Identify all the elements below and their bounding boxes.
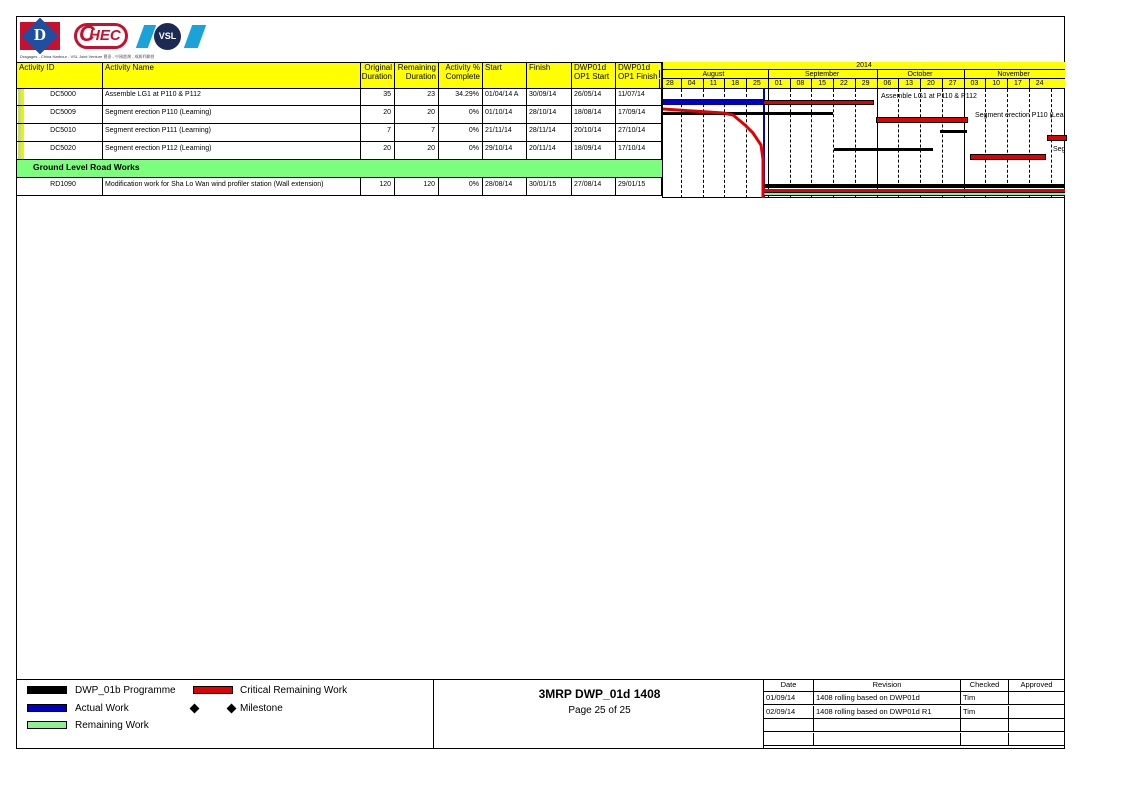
chec-logo: C HEC — [74, 23, 128, 49]
rev-description: 1408 rolling based on DWP01d R1 — [814, 706, 961, 719]
cell-dwp-finish: 11/07/14 — [616, 88, 662, 106]
cell-activity-name: Assemble LG1 at P110 & P112 — [103, 88, 361, 106]
week-label: 10 — [992, 80, 1001, 87]
header-dwp-finish[interactable]: DWP01d OP1 Finish — [616, 62, 662, 89]
legend-actual-label: Actual Work — [75, 703, 129, 714]
legend-remaining-swatch — [27, 721, 67, 729]
month-label: November — [997, 71, 1030, 78]
header-activity-name[interactable]: Activity Name — [103, 62, 361, 89]
legend-critical-swatch — [193, 686, 233, 694]
week-label: 29 — [861, 80, 870, 87]
week-label: 18 — [731, 80, 740, 87]
cell-finish: 28/11/14 — [527, 124, 572, 142]
header-activity-complete[interactable]: Activity % Complete — [439, 62, 483, 89]
cell-original-duration: 7 — [361, 124, 395, 142]
cell-dwp-finish: 29/01/15 — [616, 178, 662, 196]
cell-remaining-duration: 7 — [395, 124, 439, 142]
cell-finish: 28/10/14 — [527, 106, 572, 124]
cell-remaining-duration: 23 — [395, 88, 439, 106]
rev-description — [814, 719, 961, 732]
cell-activity-complete: 34.29% — [439, 88, 483, 106]
header-finish[interactable]: Finish — [527, 62, 572, 89]
cell-activity-id: RD1090 — [24, 178, 103, 196]
week-label: 03 — [970, 80, 979, 87]
rev-description — [814, 733, 961, 746]
rev-date: 02/09/14 — [764, 706, 814, 719]
cell-start: 29/10/14 — [483, 142, 527, 160]
cell-start: 21/11/14 — [483, 124, 527, 142]
header-activity-id[interactable]: Activity ID — [17, 62, 103, 89]
cell-activity-id: DC5000 — [24, 88, 103, 106]
cell-dwp-start: 18/08/14 — [572, 106, 616, 124]
month-label: October — [907, 71, 933, 78]
cell-remaining-duration: 20 — [395, 142, 439, 160]
rev-date: 01/09/14 — [764, 692, 814, 705]
cell-activity-id: DC5010 — [24, 124, 103, 142]
rev-approved — [1009, 733, 1065, 746]
legend-programme-swatch — [27, 686, 67, 694]
week-label: 22 — [839, 80, 848, 87]
gantt-chart[interactable] — [662, 62, 1064, 198]
cell-dwp-finish: 27/10/14 — [616, 124, 662, 142]
cell-activity-complete: 0% — [439, 142, 483, 160]
rev-checked: Tim — [961, 706, 1009, 719]
week-label: 24 — [1035, 80, 1044, 87]
timeline-year: 2014 — [663, 62, 1065, 70]
rev-approved — [1009, 719, 1065, 732]
legend-remaining-label: Remaining Work — [75, 720, 149, 731]
cell-finish: 20/11/14 — [527, 142, 572, 160]
cell-dwp-finish: 17/09/14 — [616, 106, 662, 124]
cell-dwp-start: 27/08/14 — [572, 178, 616, 196]
cell-original-duration: 120 — [361, 178, 395, 196]
week-label: 20 — [926, 80, 935, 87]
week-label: 01 — [774, 80, 783, 87]
header-original-duration[interactable]: Original Duration — [361, 62, 395, 89]
rev-date — [764, 719, 814, 732]
week-label: 15 — [818, 80, 827, 87]
month-label: August — [702, 71, 725, 78]
title-block — [433, 679, 764, 749]
header-remaining-duration[interactable]: Remaining Duration — [395, 62, 439, 89]
rev-checked: Tim — [961, 692, 1009, 705]
timeline-weeks — [663, 79, 1065, 89]
week-label: 13 — [905, 80, 914, 87]
table-row[interactable] — [17, 106, 662, 124]
rev-approved — [1009, 692, 1065, 705]
cell-start: 01/10/14 — [483, 106, 527, 124]
progress-line — [663, 89, 1065, 198]
cell-activity-complete: 0% — [439, 178, 483, 196]
cell-start: 01/04/14 A — [483, 88, 527, 106]
timeline-months — [663, 70, 1065, 79]
document-title: 3MRP DWP_01d 1408 — [538, 687, 661, 701]
rev-checked — [961, 719, 1009, 732]
week-label: 25 — [752, 80, 761, 87]
bar-label: Seg — [1053, 146, 1066, 153]
cell-finish: 30/09/14 — [527, 88, 572, 106]
joint-venture-caption: Dragages - China Harbour - VSL Joint Venture 寶嘉 - 中國港灣 - 威勝利聯營 — [20, 54, 155, 59]
week-label: 17 — [1013, 80, 1022, 87]
cell-dwp-start: 26/05/14 — [572, 88, 616, 106]
vsl-logo: VSL — [138, 23, 204, 50]
cell-activity-name: Segment erection P110 (Learning) — [103, 106, 361, 124]
header-start[interactable]: Start — [483, 62, 527, 89]
cell-original-duration: 20 — [361, 106, 395, 124]
cell-finish: 30/01/15 — [527, 178, 572, 196]
legend-milestone-label: Milestone — [240, 703, 283, 714]
week-label: 27 — [948, 80, 957, 87]
rev-date — [764, 733, 814, 746]
table-row[interactable] — [17, 142, 662, 160]
legend-programme-label: DWP_01b Programme — [75, 685, 176, 696]
cell-start: 28/08/14 — [483, 178, 527, 196]
wbs-group-header[interactable]: Ground Level Road Works — [17, 160, 662, 178]
cell-dwp-start: 18/09/14 — [572, 142, 616, 160]
dragages-logo: D — [20, 22, 60, 50]
table-row[interactable] — [17, 124, 662, 142]
table-row[interactable] — [17, 88, 662, 106]
cell-activity-complete: 0% — [439, 106, 483, 124]
cell-dwp-finish: 17/10/14 — [616, 142, 662, 160]
cell-dwp-start: 20/10/14 — [572, 124, 616, 142]
table-row[interactable] — [17, 178, 662, 196]
rev-header-checked: Checked — [961, 679, 1009, 692]
page-number: Page 25 of 25 — [568, 705, 631, 716]
cell-activity-id: DC5009 — [24, 106, 103, 124]
week-label: 28 — [665, 80, 674, 87]
week-label: 08 — [796, 80, 805, 87]
cell-original-duration: 35 — [361, 88, 395, 106]
week-label: 06 — [883, 80, 892, 87]
cell-remaining-duration: 20 — [395, 106, 439, 124]
bar-label: Segment erection P110 (Lea — [975, 112, 1064, 119]
cell-original-duration: 20 — [361, 142, 395, 160]
week-label: 04 — [687, 80, 696, 87]
cell-activity-complete: 0% — [439, 124, 483, 142]
bar-label: Assemble LG1 at P110 & P112 — [881, 93, 977, 100]
cell-activity-name: Modification work for Sha Lo Wan wind profiler station (Wall extension) — [103, 178, 361, 196]
rev-header-approved: Approved — [1009, 679, 1065, 692]
cell-activity-name: Segment erection P112 (Learning) — [103, 142, 361, 160]
cell-remaining-duration: 120 — [395, 178, 439, 196]
week-label: 11 — [709, 80, 718, 87]
cell-activity-name: Segment erection P111 (Learning) — [103, 124, 361, 142]
rev-description: 1408 rolling based on DWP01d — [814, 692, 961, 705]
rev-approved — [1009, 706, 1065, 719]
rev-checked — [961, 733, 1009, 746]
legend-actual-swatch — [27, 704, 67, 712]
rev-header-revision: Revision — [814, 679, 961, 692]
header-dwp-start[interactable]: DWP01d OP1 Start — [572, 62, 616, 89]
cell-activity-id: DC5020 — [24, 142, 103, 160]
rev-header-date: Date — [764, 679, 814, 692]
legend-critical-label: Critical Remaining Work — [240, 685, 348, 696]
month-label: September — [805, 71, 840, 78]
